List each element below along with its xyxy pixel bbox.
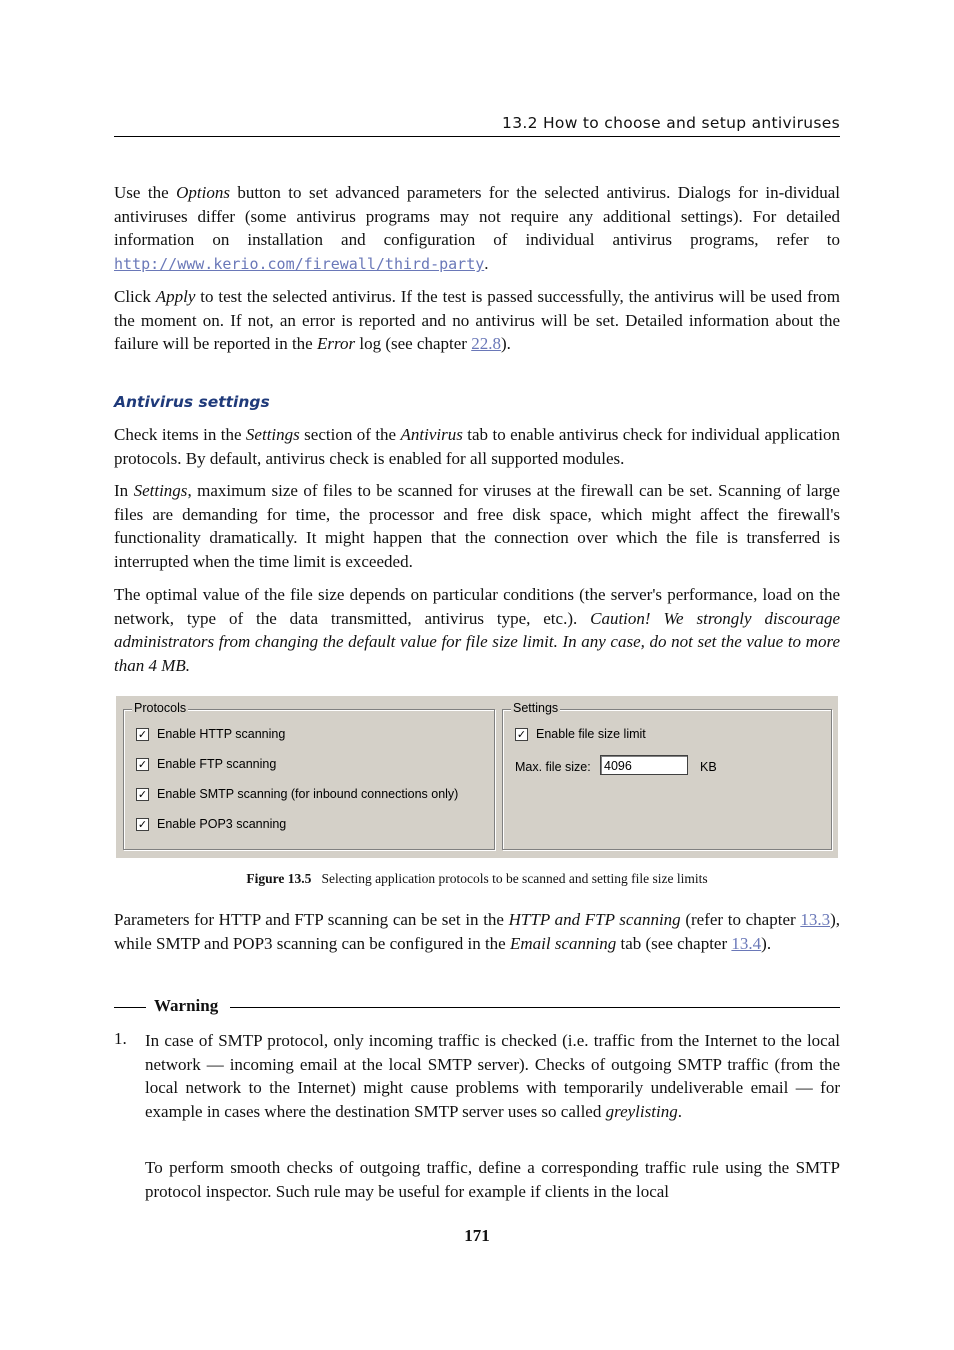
warning-rule-right <box>230 1007 840 1008</box>
chapter-13-3-link[interactable]: 13.3 <box>800 910 831 929</box>
third-party-link[interactable]: http://www.kerio.com/firewall/third-party <box>114 255 485 274</box>
running-header: 13.2 How to choose and setup antiviruses <box>114 114 840 137</box>
paragraph-max-size: In Settings, maximum size of files to be scanned for viruses at the firewall can be set. Scanning of large files are demanding for time, the processor and free disk space, which might affect the firewall's functionality dramatically. It might happen that the connection over which the file is transferred is interrupted when the time limit is exceeded. <box>114 481 840 572</box>
max-file-size-label: Max. file size: <box>515 760 591 774</box>
warning-title: Warning <box>154 996 219 1015</box>
http-scanning-label: Enable HTTP scanning <box>157 727 286 741</box>
protocols-group <box>123 701 495 850</box>
paragraph-optimal-value: The optimal value of the file size depends on particular conditions (the server's performance, load on the network, type of the data transmitted, antivirus type, etc.). Caution! We strongly discourage administrators from changing the default value for file size limit. In any case, do not set the value to more than 4 MB. <box>114 585 840 676</box>
paragraph-options: Use the Options button to set advanced parameters for the selected antivirus. Dialogs for in-dividual antiviruses differ (some antivirus programs may not require any additional settings). For detailed information on installation and configuration of individual antivirus programs, refer to http://www.kerio.com/firewall/third-party. <box>114 183 840 274</box>
max-file-size-unit: KB <box>700 760 717 774</box>
ftp-scanning-checkbox[interactable]: ✓ <box>137 757 148 771</box>
pop3-scanning-checkbox-row[interactable] <box>136 817 286 831</box>
section-title: Antivirus settings <box>114 393 270 411</box>
antivirus-settings-screenshot <box>116 696 838 858</box>
paragraph-parameters: Parameters for HTTP and FTP scanning can be set in the HTTP and FTP scanning (refer to chapter 13.3), while SMTP and POP3 scanning can be configured in the Email scanning tab (see chapter 13.4). <box>114 910 840 953</box>
figure-label: Figure 13.5 <box>246 871 312 886</box>
ftp-scanning-label: Enable FTP scanning <box>157 757 277 771</box>
http-scanning-checkbox[interactable]: ✓ <box>137 727 148 741</box>
smtp-scanning-checkbox[interactable]: ✓ <box>137 787 148 801</box>
chapter-13-4-link[interactable]: 13.4 <box>731 933 762 953</box>
settings-label: Settings <box>513 701 559 715</box>
list-item-number: 1. <box>114 1029 127 1048</box>
http-scanning-checkbox-row[interactable] <box>136 727 285 741</box>
file-size-limit-checkbox[interactable]: ✓ <box>516 727 527 741</box>
ftp-scanning-checkbox-row[interactable] <box>136 757 276 771</box>
warning-rule-left <box>114 1007 146 1008</box>
protocols-label: Protocols <box>134 701 187 715</box>
smtp-scanning-label: Enable SMTP scanning (for inbound connections only) <box>157 787 459 801</box>
chapter-22-8-link[interactable]: 22.8 <box>471 334 501 354</box>
figure-caption <box>0 871 954 887</box>
list-item: In case of SMTP protocol, only incoming traffic is checked (i.e. traffic from the Internet to the local network — incoming email at the local SMTP server). Checks of outgoing SMTP traffic (from the local network to the Internet) might cause problems with temporarily undeliverable email — for example in cases where the destination SMTP server uses so called greylisting. <box>145 1031 840 1122</box>
file-size-limit-checkbox-row[interactable] <box>515 727 646 741</box>
file-size-limit-label: Enable file size limit <box>536 727 646 741</box>
paragraph-check-items: Check items in the Settings section of the Antivirus tab to enable antivirus check for individual application protocols. By default, antivirus check is enabled for all supported modules. <box>114 425 840 468</box>
warning-heading <box>114 996 840 1018</box>
paragraph-apply: Click Apply to test the selected antivirus. If the test is passed successfully, the antivirus will be used from the moment on. If not, an error is reported and no antivirus will be set. Detailed information about the failure will be reported in the Error log (see chapter 22.8). <box>114 287 840 354</box>
figure-caption-text: Selecting application protocols to be scanned and setting file size limits <box>321 871 708 886</box>
pop3-scanning-checkbox[interactable]: ✓ <box>137 817 148 831</box>
pop3-scanning-label: Enable POP3 scanning <box>157 817 287 831</box>
settings-group <box>502 701 832 850</box>
max-file-size-input[interactable]: 4096 <box>600 755 688 775</box>
page-number: 171 <box>464 1226 490 1245</box>
list-item-continuation: To perform smooth checks of outgoing traffic, define a corresponding traffic rule using the SMTP protocol inspector. Such rule may be useful for example if clients in the local <box>145 1158 840 1201</box>
smtp-scanning-checkbox-row[interactable] <box>136 787 458 801</box>
